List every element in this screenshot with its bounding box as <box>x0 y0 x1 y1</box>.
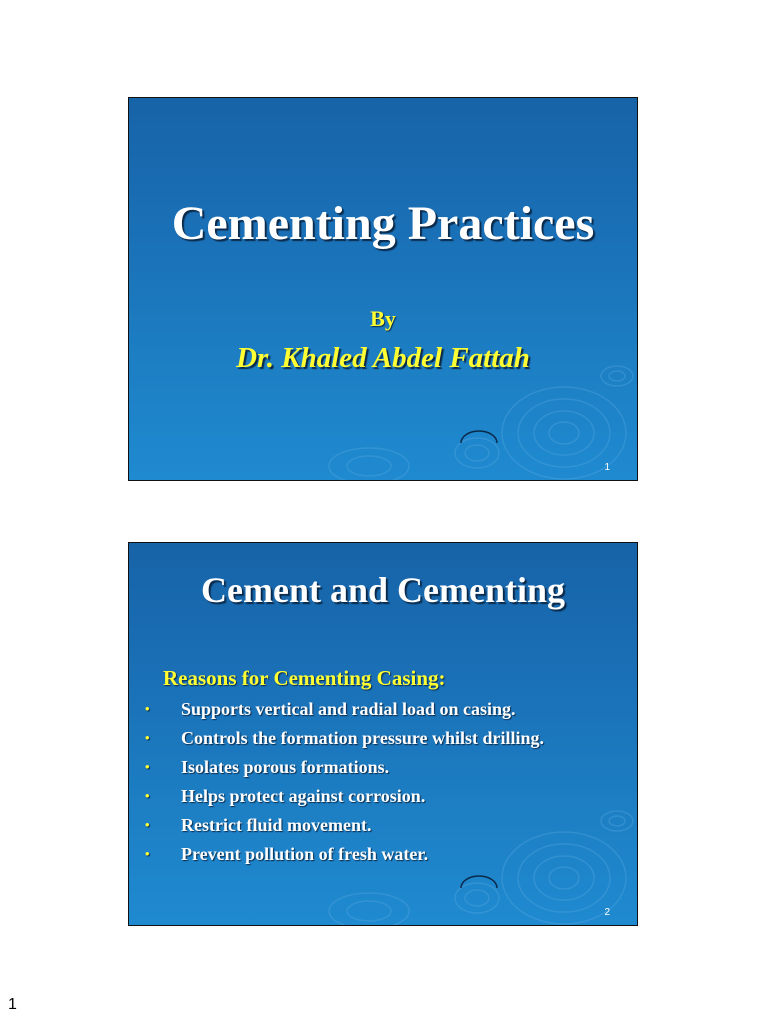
page-number: 1 <box>8 996 17 1013</box>
slide-number: 1 <box>604 462 610 473</box>
bullet-icon: • <box>145 817 150 832</box>
slide-title: Cement and Cementing <box>201 570 565 610</box>
list-item <box>145 814 544 843</box>
bullet-text: Controls the formation pressure whilst drilling. <box>181 728 545 748</box>
bullet-icon: • <box>145 730 150 745</box>
slide-number: 2 <box>604 907 610 918</box>
list-item <box>145 785 544 814</box>
bullet-icon: • <box>145 788 150 803</box>
list-item <box>145 756 544 785</box>
bullet-icon: • <box>145 701 150 716</box>
list-item <box>145 843 544 872</box>
list-item <box>145 727 544 756</box>
bullet-text: Restrict fluid movement. <box>181 815 372 835</box>
bullet-icon: • <box>145 759 150 774</box>
bullet-text: Helps protect against corrosion. <box>181 786 426 806</box>
bullet-icon: • <box>145 846 150 861</box>
bullet-text: Isolates porous formations. <box>181 757 390 777</box>
slide-subheading: Reasons for Cementing Casing: <box>163 666 446 690</box>
bullet-text: Supports vertical and radial load on casing. <box>181 699 516 719</box>
water-ripple-decoration <box>129 98 638 481</box>
slide-2 <box>128 542 638 926</box>
list-item <box>145 698 544 727</box>
slide-title: Cementing Practices <box>171 197 595 250</box>
slide-1 <box>128 97 638 481</box>
author-name: Dr. Khaled Abdel Fattah <box>236 342 530 374</box>
bullet-list <box>145 698 544 872</box>
by-label: By <box>370 306 396 331</box>
bullet-text: Prevent pollution of fresh water. <box>181 844 429 864</box>
